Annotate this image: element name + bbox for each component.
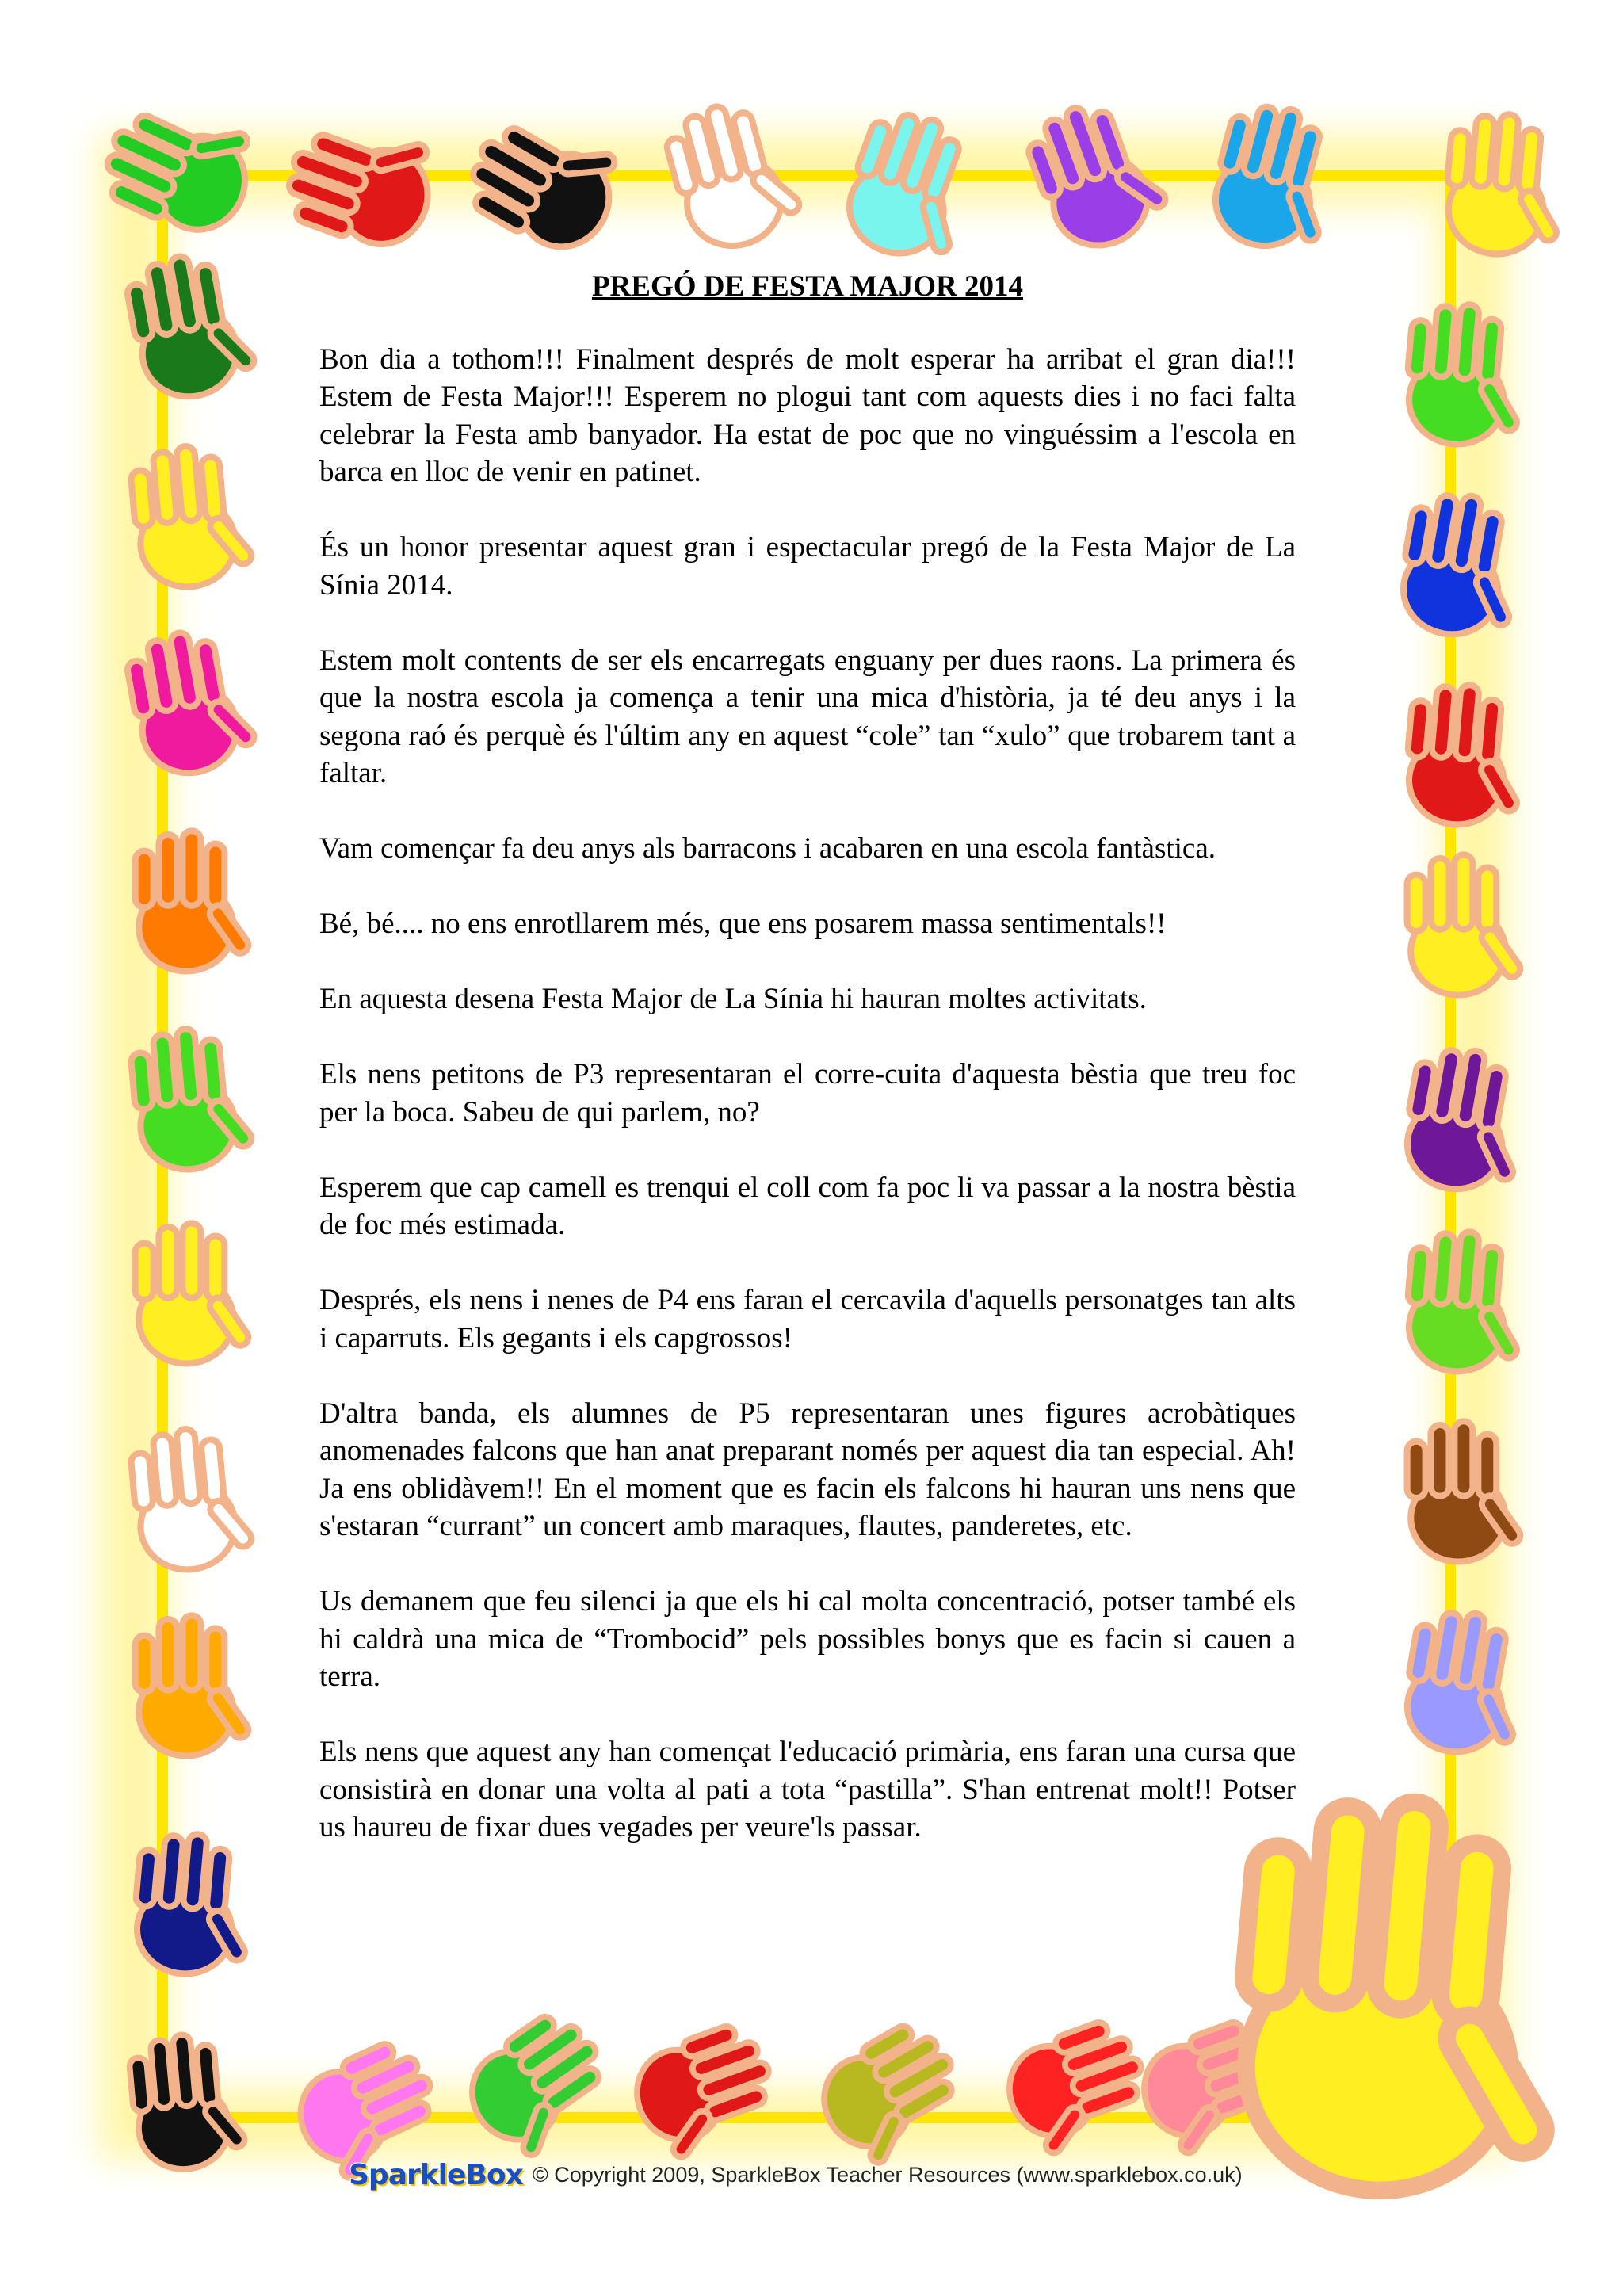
paragraph: D'altra banda, els alumnes de P5 representaran unes figures acrobàtiques anomenades falcons que han anat preparant només per aquest dia tan especial. Ah! Ja ens oblidàvem!! En el moment que es facin els falcons hi hauran uns nens que s'estaran “currant” un concert amb maraques, flautes, panderetes, etc. (319, 1396, 1296, 1542)
paragraph: Esperem que cap camell es trenqui el coll com fa poc li va passar a la nostra bèstia de foc més estimada. (319, 1171, 1296, 1241)
paragraph: Bé, bé.... no ens enrotllarem més, que ens posarem massa sentimentals!! (319, 907, 1167, 940)
paragraph: Els nens petitons de P3 representaran el corre-cuita d'aquesta bèstia que treu foc per la boca. Sabeu de qui parlem, no? (319, 1058, 1296, 1129)
paragraph: Us demanem que feu silenci ja que els hi cal molta concentració, potser també els hi caldrà una mica de “Trombocid” pels possibles bonys que es facin si cauen a terra. (319, 1585, 1296, 1693)
handprint-icon (1397, 1041, 1536, 1200)
handprint-icon (1393, 487, 1532, 645)
footer (349, 2159, 1243, 2191)
handprint-icon (136, 1615, 252, 1755)
handprint-icon (1402, 300, 1530, 449)
copyright-text: © Copyright 2009, SparkleBox Teacher Resources (www.sparklebox.co.uk) (532, 2162, 1243, 2187)
handprint-icon (455, 95, 635, 266)
paragraph: És un honor presentar aquest gran i espectacular pregó de la Festa Major de La Sínia 2014. (319, 531, 1296, 602)
handprint-icon (1402, 1227, 1530, 1377)
document-body (319, 268, 1296, 1884)
page-title: PREGÓ DE FESTA MAJOR 2014 (591, 270, 1024, 303)
paragraph: Vam començar fa deu anys als barracons i acabaren en una escola fantàstica. (319, 832, 1216, 865)
handprint-icon (275, 103, 447, 260)
paragraph: En aquesta desena Festa Major de La Sínia hi hauran moltes activitats. (319, 983, 1147, 1015)
paragraph: Els nens que aquest any han començat l'educació primària, ens faran una cursa que consistirà en donar una volta al pati a tota “pastilla”. S'han entrenat molt!! Potser us haureu de fixar dues vegades per veure'ls passar. (319, 1736, 1296, 1843)
paragraph: Després, els nens i nenes de P4 ens faran el cercavila d'aquells personatges tan alts i caparruts. Els gegants i els capgrossos! (319, 1284, 1296, 1354)
sparklebox-logo: SparkleBox (349, 2158, 523, 2191)
handprint-icon (1397, 1604, 1536, 1763)
handprint-icon (1402, 680, 1530, 830)
handprint-icon (136, 1223, 252, 1363)
handprint-icon (136, 831, 252, 971)
handprint-icon (130, 1829, 258, 1979)
handprint-icon (1442, 109, 1570, 259)
paragraph: Estem molt contents de ser els encarregats enguany per dues raons. La primera és que la nostra escola ja comença a tenir una mica d'història, ja té deu anys i la segona raó és perquè és l'últim any en aquest “cole” tan “xulo” que trobarem tant a faltar. (319, 644, 1296, 789)
paragraph: Bon dia a tothom!!! Finalment després de molt esperar ha arribat el gran dia!!! Estem de Festa Major!!! Esperem no plogui tant com aquests dies i no faci falta celebrar la Festa amb banyador. Ha estat de poc que no vinguéssim a l'escola en barca en lloc de venir en patinet. (319, 342, 1296, 488)
